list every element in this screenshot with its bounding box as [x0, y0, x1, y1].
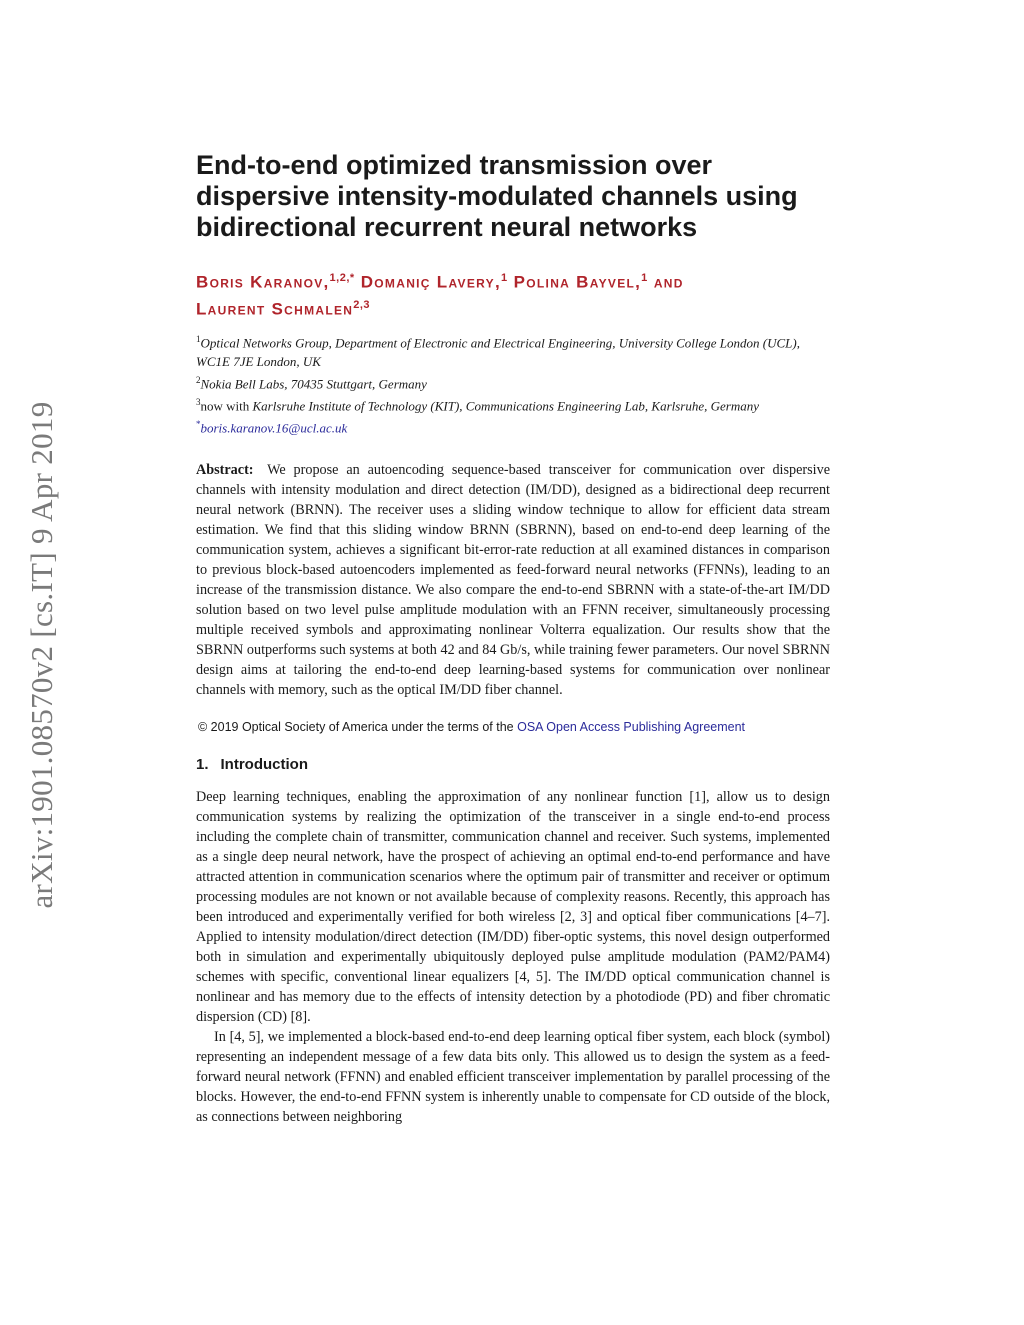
title-line-2: dispersive intensity-modulated channels using [196, 181, 798, 211]
title-line-1: End-to-end optimized transmission over [196, 150, 713, 180]
osa-agreement-link[interactable]: OSA Open Access Publishing Agreement [517, 719, 746, 734]
authors-and: and [653, 272, 684, 292]
title-line-3: bidirectional recurrent neural networks [196, 212, 698, 242]
copyright-text: © 2019 Optical Society of America under the terms of the [198, 719, 514, 734]
affiliation: $^1$Optical Networks Group, Department of Electronic and Electrical Engineering, University College London (UCL), WC1E 7JE London, UK [196, 334, 800, 369]
affiliations [196, 330, 830, 437]
section-number: 1. [196, 755, 209, 773]
affiliation: $^3$now with Karlsruhe Institute of Technology (KIT), Communications Engineering Lab, Karlsruhe, Germany [196, 396, 760, 414]
author-affil-mark: 1 [641, 272, 648, 284]
section-heading [196, 756, 830, 773]
body-paragraph: In [4, 5], we implemented a block-based end-to-end deep learning optical fiber system, each block (symbol) representing an independent message of a few data bits only. This allowed us to design the system as a feed-forward neural network (FFNN) and enabled efficient transceiver implementation by parallel processing of the blocks. However, the end-to-end FFNN system is inherently unable to compensate for CD outside of the block, as connections between neighboring [196, 1028, 830, 1125]
author-name: Domaniç Lavery, [360, 272, 501, 292]
corresponding-email: *boris.karanov.16@ucl.ac.uk [196, 419, 348, 436]
copyright-notice [198, 720, 830, 734]
body-paragraph: Deep learning techniques, enabling the approximation of any nonlinear function [1], allow us to design communication systems by realizing the optimization of the transceiver in a single end-to-end process including the complete chain of transmitter, communication channel and receiver. Such systems, implemented as a single deep neural network, have the prospect of achieving an optimal end-to-end performance and have attracted attention in communication scenarios where the optimum pair of transmitter and receiver or optimum processing modules are not known or not available because of complexity reasons. Recently, this approach has been introduced and experimentally verified for both wireless [2, 3] and optical fiber communications [4–7]. Applied to intensity modulation/direct detection (IM/DD) fiber-optic systems, this novel design outperformed both in simulation and experimentally ubiquitously deployed pulse amplitude modulation (PAM2/PAM4) schemes with specific, conventional linear equalizers [4, 5]. The IM/DD optical communication channel is nonlinear and has memory due to the effects of intensity detection by a photodiode (PD) and fiber chromatic dispersion (CD) [8]. [196, 788, 830, 1025]
paper-title [196, 150, 830, 243]
author-name: Laurent Schmalen [196, 299, 354, 319]
email-link[interactable]: boris.karanov.16@ucl.ac.uk [200, 420, 348, 436]
author-affil-mark: 2,3 [353, 298, 371, 311]
section-title: Introduction [220, 755, 308, 773]
paper-page [196, 150, 830, 1127]
author-affil-mark: 1 [501, 272, 508, 284]
abstract-text: We propose an autoencoding sequence-based transceiver for communication over dispersive channels with intensity modulation and direct detection (IM/DD), designed as a bidirectional deep recurrent neural network (BRNN). The receiver uses a sliding window technique to allow for efficient data stream estimation. We find that this sliding window BRNN (SBRNN), based on end-to-end deep learning of the communication system, achieves a significant bit-error-rate reduction at all examined distances in comparison to previous block-based autoencoders implemented as feed-forward neural networks (FFNNs), leading to an increase of the transmission distance. We also compare the end-to-end SBRNN with a state-of-the-art IM/DD solution based on two level pulse amplitude modulation with an FFNN receiver, simultaneously processing multiple received symbols and approximating nonlinear Volterra equalization. Our results show that the SBRNN outperforms such systems at both 42 and 84 Gb/s, while training fewer parameters. Our novel SBRNN design aims at tailoring the end-to-end deep learning-based systems for communication over nonlinear channels with memory, such as the optical IM/DD fiber channel. [196, 461, 830, 698]
author-list [196, 267, 830, 320]
abstract-label: Abstract: [196, 461, 254, 478]
abstract [196, 460, 830, 700]
arxiv-identifier: arXiv:1901.08570v2 [cs.IT] 9 Apr 2019 [24, 401, 59, 909]
affiliation: $^2$Nokia Bell Labs, 70435 Stuttgart, Germany [196, 374, 427, 391]
author-name: Polina Bayvel, [513, 272, 642, 292]
author-affil-mark: 1,2,* [329, 272, 355, 284]
author-name: Boris Karanov, [196, 272, 330, 292]
